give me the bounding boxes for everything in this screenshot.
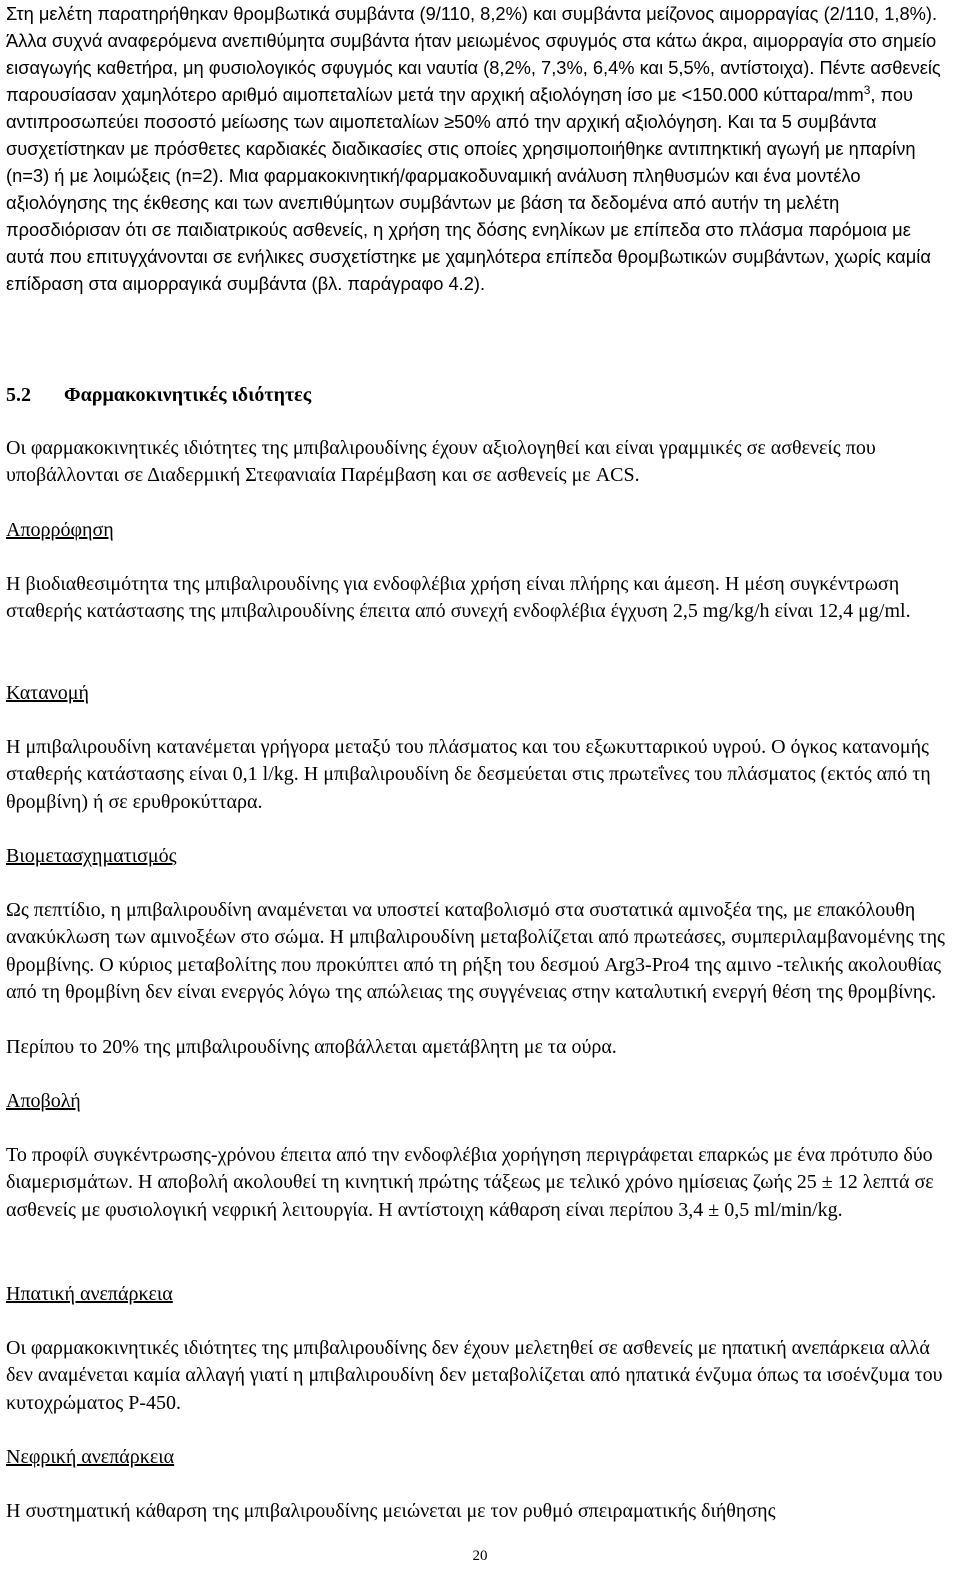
superscript-exponent: 3 (863, 82, 871, 97)
hepatic-impairment-heading: Ηπατική ανεπάρκεια (6, 1283, 173, 1305)
adverse-events-paragraph: Στη μελέτη παρατηρήθηκαν θρομβωτικά συμβάντα (9/110, 8,2%) και συμβάντα μείζονος αιμορραγίας (2/110, 1,8%). Άλλα συχνά αναφερόμενα ανεπιθύμητα συμβάντα ήταν μειωμένος σφυγμός στα κάτω άκρα, αιμορραγία στο σημείο εισαγωγής καθετήρα, μη φυσιολογικός σφυγμός και ναυτία (8,2%, 7,3%, 6,4% και 5,5%, αντίστοιχα). Πέντε ασθενείς παρουσίασαν χαμηλότερο αριθμό αιμοπεταλίων μετά την αρχική αξιολόγηση ίσο με <150.000 κύτταρα/$mm^3$, που αντιπροσωπεύει ποσοστό μείωσης των αιμοπεταλίων ≥50% από την αρχική αξιολόγηση. Και τα 5 συμβάντα συσχετίστηκαν με πρόσθετες καρδιακές διαδικασίες στις οποίες χρησιμοποιήθηκε αντιπηκτική αγωγή με ηπαρίνη (n=3) ή με λοιμώξεις (n=2). Μια φαρμακοκινητική/φαρμακοδυναμική ανάλυση πληθυσμών και ένα μοντέλο αξιολόγησης της έκθεσης και των ανεπιθύμητων συμβάντων με βάση τα δεδομένα από αυτήν τη μελέτη προσδιόρισαν ότι σε παιδιατρικούς ασθενείς, η χρήση της δόσης ενηλίκων με επίπεδα στο πλάσμα παρόμοια με αυτά που επιτυγχάνονται σε ενήλικες συσχετίστηκε με χαμηλότερα επίπεδα θρομβωτικών συμβάντων, χωρίς καμία επίδραση στα αιμορραγικά συμβάντα (βλ. παράγραφο 4.2). (6, 3, 941, 294)
absorption-paragraph: Η βιοδιαθεσιμότητα της μπιβαλιρουδίνης για ενδοφλέβια χρήση είναι πλήρης και άμεση. Η μέση συγκέντρωση σταθερής κατάστασης της μπιβαλιρουδίνης έπειτα από συνεχή ενδοφλέβια έγχυση 2,5 mg/kg/h είναι 12,4 μg/ml. (6, 573, 911, 623)
distribution-paragraph: Η μπιβαλιρουδίνη κατανέμεται γρήγορα μεταξύ του πλάσματος και του εξωκυτταρικού υγρού. Ο όγκος κατανομής σταθερής κατάστασης είναι 0,1 l/kg. Η μπιβαλιρουδίνη δε δεσμεύεται στις πρωτεΐνες του πλάσματος (εκτός από τη θρομβίνη) ή σε ερυθροκύτταρα. (6, 736, 931, 813)
section-number: 5.2 (6, 384, 31, 406)
section-title: Φαρμακοκινητικές ιδιότητες (64, 384, 312, 406)
metabolism-heading: Βιομετασχηματισμός (6, 845, 177, 867)
metabolism-paragraph-excretion: Περίπου το 20% της μπιβαλιρουδίνης αποβάλλεται αμετάβλητη με τα ούρα. (6, 1036, 617, 1058)
renal-impairment-paragraph: Η συστηματική κάθαρση της μπιβαλιρουδίνης μειώνεται με τον ρυθμό σπειραματικής διήθησης (6, 1500, 776, 1522)
section-intro-paragraph: Οι φαρμακοκινητικές ιδιότητες της μπιβαλιρουδίνης έχουν αξιολογηθεί και είναι γραμμικές σε ασθενείς που υποβάλλονται σε Διαδερμική Στεφανιαία Παρέμβαση και σε ασθενείς με ACS. (6, 437, 876, 487)
renal-impairment-heading: Νεφρική ανεπάρκεια (6, 1446, 175, 1468)
hepatic-impairment-paragraph: Οι φαρμακοκινητικές ιδιότητες της μπιβαλιρουδίνης δεν έχουν μελετηθεί σε ασθενείς με ηπατική ανεπάρκεια αλλά δεν αναμένεται καμία αλλαγή γιατί η μπιβαλιρουδίνη δεν μεταβολίζεται από ηπατικά ένζυμα όπως τα ισοένζυμα του κυτοχρώματος P-450. (6, 1337, 943, 1414)
distribution-heading: Κατανομή (6, 682, 89, 704)
metabolism-paragraph: Ως πεπτίδιο, η μπιβαλιρουδίνη αναμένεται να υποστεί καταβολισμό στα συστατικά αμινοξέα της, με επακόλουθη ανακύκλωση των αμινοξέων στο σώμα. Η μπιβαλιρουδίνη μεταβολίζεται από πρωτεάσες, συμπεριλαμβανομένης της θρομβίνης. Ο κύριος μεταβολίτης που προκύπτει από τη ρήξη του δεσμού Arg3-Pro4 της αμινο -τελικής ακολουθίας από τη θρομβίνη δεν είναι ενεργός λόγω της απώλειας της συγγένειας στην καταλυτική ενεργή θέση της θρομβίνης. (6, 899, 945, 1003)
section-heading (6, 382, 311, 409)
elimination-heading: Αποβολή (6, 1090, 81, 1112)
page-number: 20 (472, 1548, 488, 1564)
elimination-paragraph: Το προφίλ συγκέντρωσης-χρόνου έπειτα από την ενδοφλέβια χορήγηση περιγράφεται επαρκώς με ένα πρότυπο δύο διαμερισμάτων. Η αποβολή ακολουθεί τη κινητική πρώτης τάξεως με τελικό χρόνο ημίσειας ζωής 25 ± 12 λεπτά σε ασθενείς με φυσιολογική νεφρική λειτουργία. Η αντίστοιχη κάθαρση είναι περίπου 3,4 ± 0,5 ml/min/kg. (6, 1144, 934, 1221)
absorption-heading: Απορρόφηση (6, 519, 114, 541)
